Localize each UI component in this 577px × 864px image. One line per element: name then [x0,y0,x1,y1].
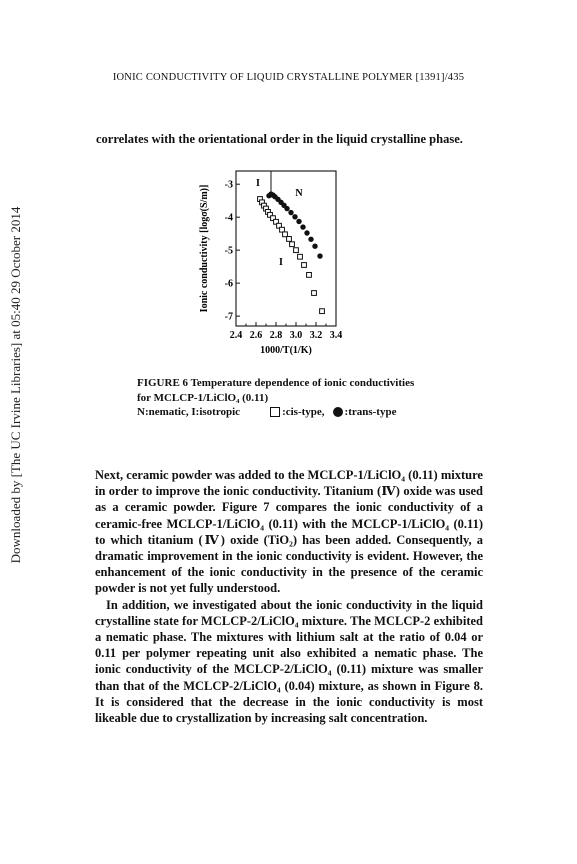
open-square-icon [270,407,280,417]
y-tick-label: -6 [224,278,233,290]
trans-data-point [300,224,305,229]
y-tick-label: -4 [224,212,233,224]
y-tick-label: -3 [224,179,233,191]
x-tick-label: 2.6 [249,330,263,341]
cis-data-point [294,248,299,253]
cis-data-point [298,254,303,259]
cis-data-point [290,242,295,247]
intro-sentence: correlates with the orientational order in the liquid crystalline phase. [96,132,463,146]
trans-data-point [288,210,293,215]
cis-data-point [307,272,312,277]
trans-data-point [296,219,301,224]
running-header: IONIC CONDUCTIVITY OF LIQUID CRYSTALLINE POLYMER [1391]/435 [112,72,465,83]
cis-data-point [287,237,292,242]
trans-data-point [308,237,313,242]
y-axis-label: Ionic conductivity [logσ(S/m)] [199,184,210,313]
trans-data-point [292,214,297,219]
caption-line-1: FIGURE 6 Temperature dependence of ionic conductivities [137,377,415,389]
legend-cis-label: :cis-type, [282,406,325,418]
filled-circle-icon [333,407,343,417]
figure-caption [137,376,414,420]
trans-data-point [317,253,322,258]
figure-6 [196,166,366,368]
download-watermark-text: Downloaded by [The UC Irvine Libraries] at 05:40 29 October 2014 [8,206,23,564]
cis-data-point [302,263,307,268]
trans-data-point [304,230,309,235]
conductivity-chart [196,166,366,368]
paragraph-1: Next, ceramic powder was added to the MCLCP-1/LiClO₄ (0.11) mixture in order to improve the ionic conductivity. Titanium (Ⅳ) oxide was used as a ceramic powder. Figure 7 compares the ionic conductivity of a ceramic-free MCLCP-1/LiClO₄ (0.11) with the MCLCP-1/LiClO₄ (0.11) to which titanium (Ⅳ) oxide (TiO₂) has been added. Consequently, a dramatic improvement in the ionic conductivity is evident. However, the enhancement of the ionic conductivity in the presence of the ceramic powder is not yet fully understood. [95,468,483,596]
cis-data-point [280,227,285,232]
body-text [95,467,483,726]
cis-data-point [312,291,317,296]
phase-region-label: I [256,178,260,190]
x-tick-label: 2.4 [229,330,243,341]
cis-data-point [283,232,288,237]
trans-data-point [284,206,289,211]
paragraph-2: In addition, we investigated about the ionic conductivity in the liquid crystalline state for MCLCP-2/LiClO₄ mixture. The MCLCP-2 exhibited a nematic phase. The mixtures with lithium salt at the ratio of 0.04 or 0.11 per polymer repeating unit also exhibited a nematic phase. The ionic conductivity of the MCLCP-2/LiClO₄ (0.11) mixture was smaller than that of the MCLCP-2/LiClO₄ (0.04) mixture, as shown in Figure 8. It is considered that the decrease in the ionic conductivity is most likeable due to crystallization by increasing salt concentration. [95,597,483,726]
y-tick-label: -7 [224,311,233,323]
caption-line-3 [137,405,414,420]
x-tick-label: 2.8 [269,330,283,341]
caption-line-2: for MCLCP-1/LiClO₄ (0.11) [137,391,269,404]
x-axis-label: 1000/T(1/K) [260,345,312,356]
caption-legend [270,405,396,420]
caption-phase-key: N:nematic, I:isotropic [137,406,241,418]
plot-frame [236,171,336,326]
legend-trans-label: :trans-type [344,406,397,418]
cis-data-point [320,309,325,314]
y-tick-label: -5 [224,245,233,257]
x-tick-label: 3.2 [309,330,323,341]
phase-region-label: N [295,187,303,199]
trans-data-point [312,243,317,248]
download-watermark [6,150,26,620]
x-tick-label: 3.0 [289,330,303,341]
phase-region-label: I [279,257,283,269]
x-tick-label: 3.4 [329,330,343,341]
